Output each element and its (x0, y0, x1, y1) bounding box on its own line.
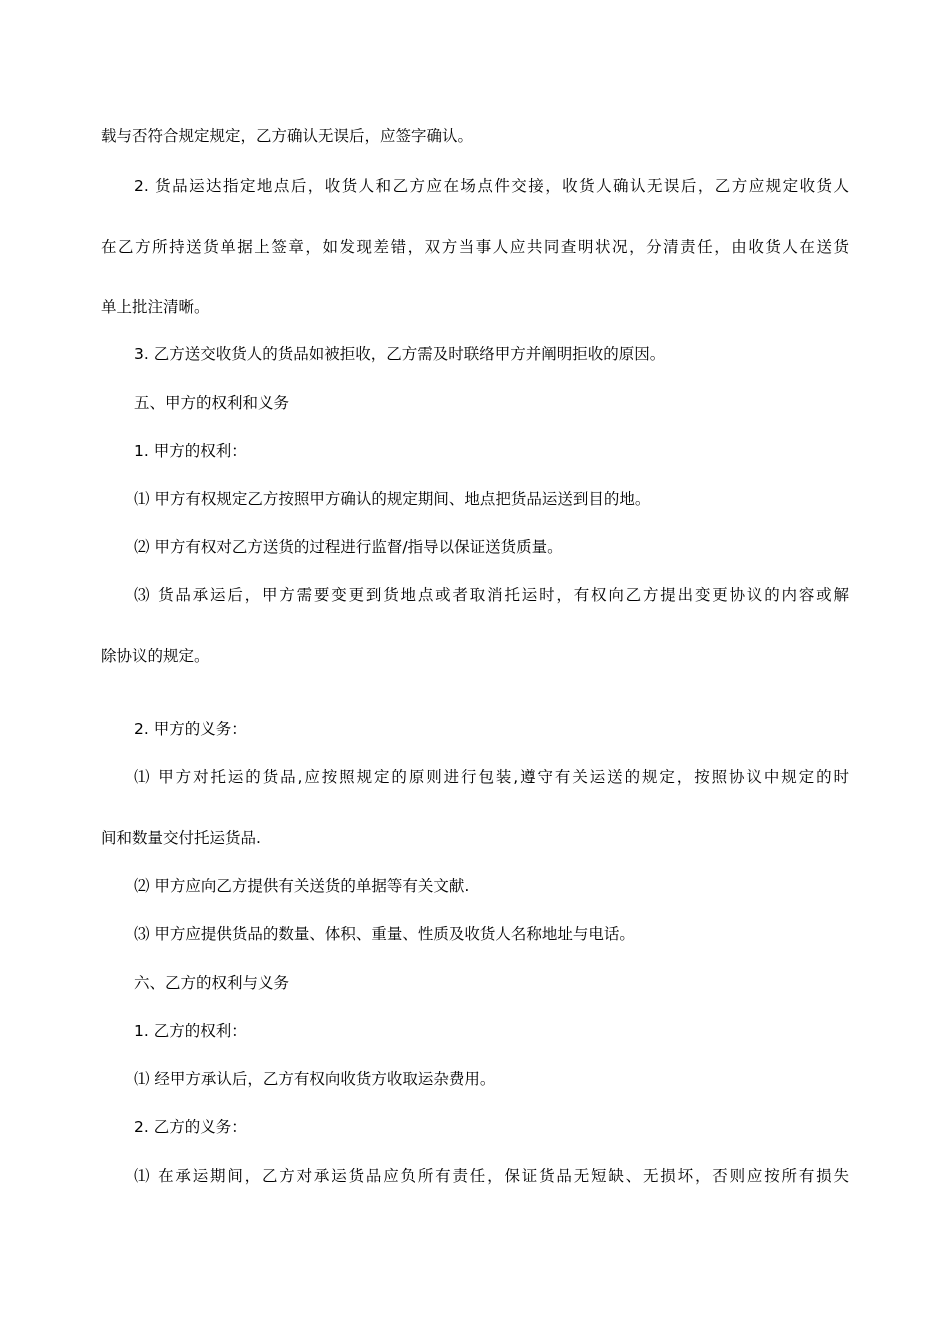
list-item: ⑴ 在承运期间，乙方对承运货品应负所有责任，保证货品无短缺、无损坏，否则应按所有损失 (134, 1167, 849, 1185)
list-item: ⑵ 甲方有权对乙方送货的过程进行监督/指导以保证送货质量。 (134, 538, 563, 556)
paragraph-line: 在乙方所持送货单据上签章，如发现差错，双方当事人应共同查明状况，分清责任，由收货人在送货 (101, 238, 849, 256)
paragraph-line: 间和数量交付托运货品. (101, 829, 261, 847)
list-item: ⑴ 经甲方承认后，乙方有权向收货方收取运杂费用。 (134, 1070, 496, 1088)
list-item: ⑴ 甲方有权规定乙方按照甲方确认的规定期间、地点把货品运送到目的地。 (134, 490, 651, 508)
paragraph-line: 除协议的规定。 (101, 647, 210, 665)
list-item: ⑶ 货品承运后，甲方需要变更到货地点或者取消托运时，有权向乙方提出变更协议的内容或解 (134, 586, 849, 604)
subsection-heading: 2. 甲方的义务： (134, 720, 247, 738)
list-item: ⑵ 甲方应向乙方提供有关送货的单据等有关文献. (134, 877, 470, 895)
paragraph-line: 载与否符合规定规定，乙方确认无误后，应签字确认。 (101, 127, 474, 145)
paragraph-line: 单上批注清晰。 (101, 298, 210, 316)
paragraph-line: 2. 货品运达指定地点后，收货人和乙方应在场点件交接，收货人确认无误后，乙方应规定收货人 (134, 177, 849, 195)
paragraph-line: 3. 乙方送交收货人的货品如被拒收，乙方需及时联络甲方并阐明拒收的原因。 (134, 345, 666, 363)
section-heading: 五、甲方的权利和义务 (134, 394, 290, 412)
list-item: ⑶ 甲方应提供货品的数量、体积、重量、性质及收货人名称地址与电话。 (134, 925, 635, 943)
section-heading: 六、乙方的权利与义务 (134, 974, 290, 992)
subsection-heading: 1. 乙方的权利： (134, 1022, 247, 1040)
subsection-heading: 1. 甲方的权利： (134, 442, 247, 460)
list-item: ⑴ 甲方对托运的货品,应按照规定的原则进行包装,遵守有关运送的规定，按照协议中规定的时 (134, 768, 849, 786)
subsection-heading: 2. 乙方的义务： (134, 1118, 247, 1136)
